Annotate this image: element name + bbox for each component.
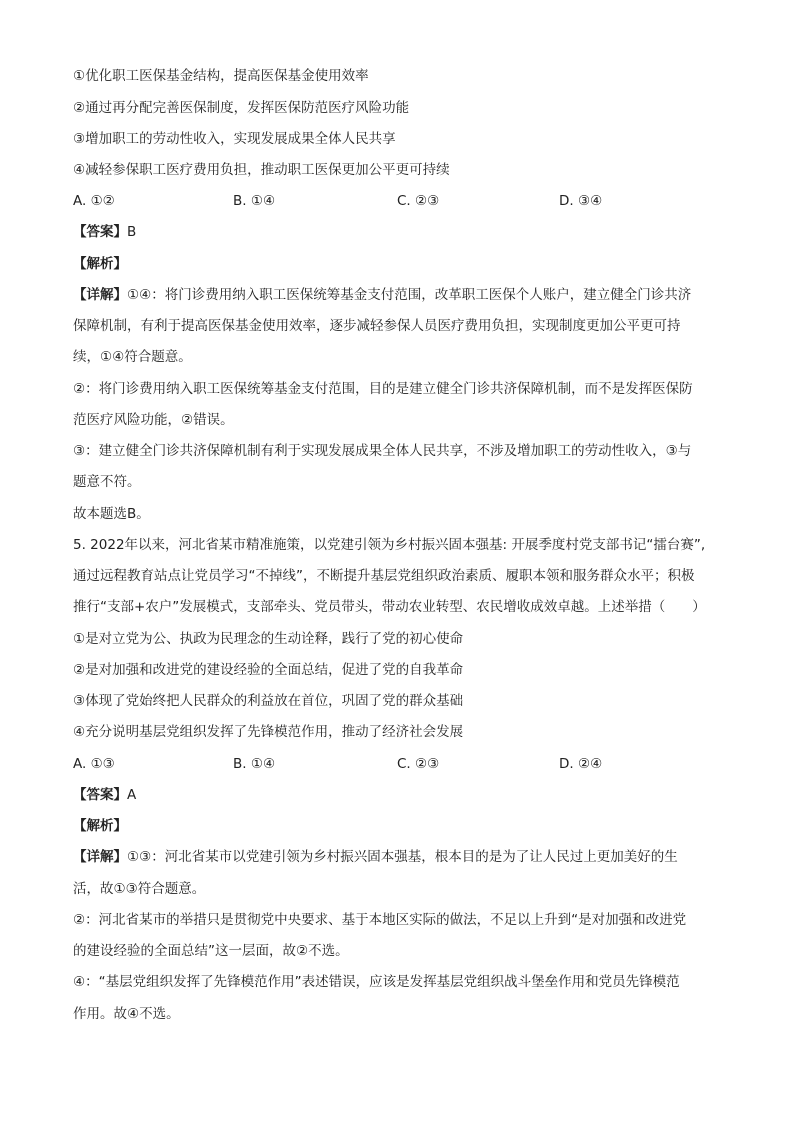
q5-statement-1: ①是对立党为公、执政为民理念的生动诠释，践行了党的初心使命 [73,631,464,647]
q5-statement-2: ②是对加强和改进党的建设经验的全面总结，促进了党的自我革命 [73,662,464,678]
q4-detail-line-4: ②：将门诊费用纳入职工医保统筹基金支付范围，目的是建立健全门诊共济保障机制，而不是发挥医保防 [73,381,693,397]
q5-answer-tag: 【答案】 [73,787,127,803]
q4-answer-tag: 【答案】 [73,224,127,240]
q5-option-b: B. ①④ [233,756,276,772]
q4-statement-1: ①优化职工医保基金结构，提高医保基金使用效率 [73,68,369,84]
q5-detail-line-6: 作用。故④不选。 [73,1006,180,1022]
q5-answer-value: A [127,787,137,803]
q5-answer [73,786,136,804]
q4-detail-line-3: 续，①④符合题意。 [73,349,192,365]
q5-stem-line-2: 通过远程教育站点让党员学习“不掉线”，不断提升基层党组织政治素质、履职本领和服务群众水平；积极 [73,568,695,584]
q4-statement-2: ②通过再分配完善医保制度，发挥医保防范医疗风险功能 [73,100,410,116]
q5-option-c: C. ②③ [397,756,440,772]
q5-options [73,755,713,773]
q5-detail-text-1: ①③：河北省某市以党建引领为乡村振兴固本强基，根本目的是为了让人民过上更加美好的生 [127,849,678,865]
q5-detail-line-1 [73,848,678,866]
q4-option-c: C. ②③ [397,193,440,209]
q4-detail-line-5: 范医疗风险功能，②错误。 [73,412,234,428]
q4-statement-4: ④减轻参保职工医疗费用负担，推动职工医保更加公平更可持续 [73,162,450,178]
q4-detail-line-7: 题意不符。 [73,474,141,490]
q4-option-b: B. ①④ [233,193,276,209]
q5-detail-tag: 【详解】 [73,849,127,865]
q5-detail-line-4: 的建设经验的全面总结”这一层面，故②不选。 [73,943,349,959]
q5-detail-line-3: ②：河北省某市的举措只是贯彻党中央要求、基于本地区实际的做法，不足以上升到“是对加强和改进党 [73,912,687,928]
q4-detail-line-6: ③：建立健全门诊共济保障机制有利于实现发展成果全体人民共享，不涉及增加职工的劳动性收入，③与 [73,443,692,459]
q4-analysis-tag: 【解析】 [73,256,127,272]
q4-option-a: A. ①② [73,193,115,209]
q4-answer-value: B [127,224,137,240]
q5-detail-line-5: ④：“基层党组织发挥了先锋模范作用”表述错误，应该是发挥基层党组织战斗堡垒作用和党员先锋模范 [73,974,680,990]
q4-detail-text-1: ①④：将门诊费用纳入职工医保统筹基金支付范围，改革职工医保个人账户，建立健全门诊共济 [127,287,692,303]
q5-stem-line-3: 推行“支部+农户”发展模式，支部牵头、党员带头，带动农业转型、农民增收成效卓越。上述举措（ ） [73,599,706,615]
q5-statement-3: ③体现了党始终把人民群众的利益放在首位，巩固了党的群众基础 [73,693,464,709]
q4-answer [73,223,136,241]
q4-option-d: D. ③④ [559,193,603,209]
q5-analysis-heading [73,817,127,835]
q5-stem-line-1: 5. 2022年以来，河北省某市精准施策，以党建引领为乡村振兴固本强基: 开展季度村党支部书记“擂台赛”, [73,537,706,553]
q5-option-d: D. ②④ [559,756,603,772]
q4-options [73,192,713,210]
q4-analysis-heading [73,255,127,273]
q4-detail-line-2: 保障机制，有利于提高医保基金使用效率，逐步减轻参保人员医疗费用负担，实现制度更加公平更可持 [73,318,681,334]
q5-statement-4: ④充分说明基层党组织发挥了先锋模范作用，推动了经济社会发展 [73,724,464,740]
q5-detail-line-2: 活，故①③符合题意。 [73,881,206,897]
q5-analysis-tag: 【解析】 [73,818,127,834]
q4-statement-3: ③增加职工的劳动性收入，实现发展成果全体人民共享 [73,131,396,147]
q5-option-a: A. ①③ [73,756,115,772]
q4-detail-tag: 【详解】 [73,287,127,303]
q4-detail-line-1 [73,286,691,304]
q4-conclusion: 故本题选B。 [73,506,150,522]
